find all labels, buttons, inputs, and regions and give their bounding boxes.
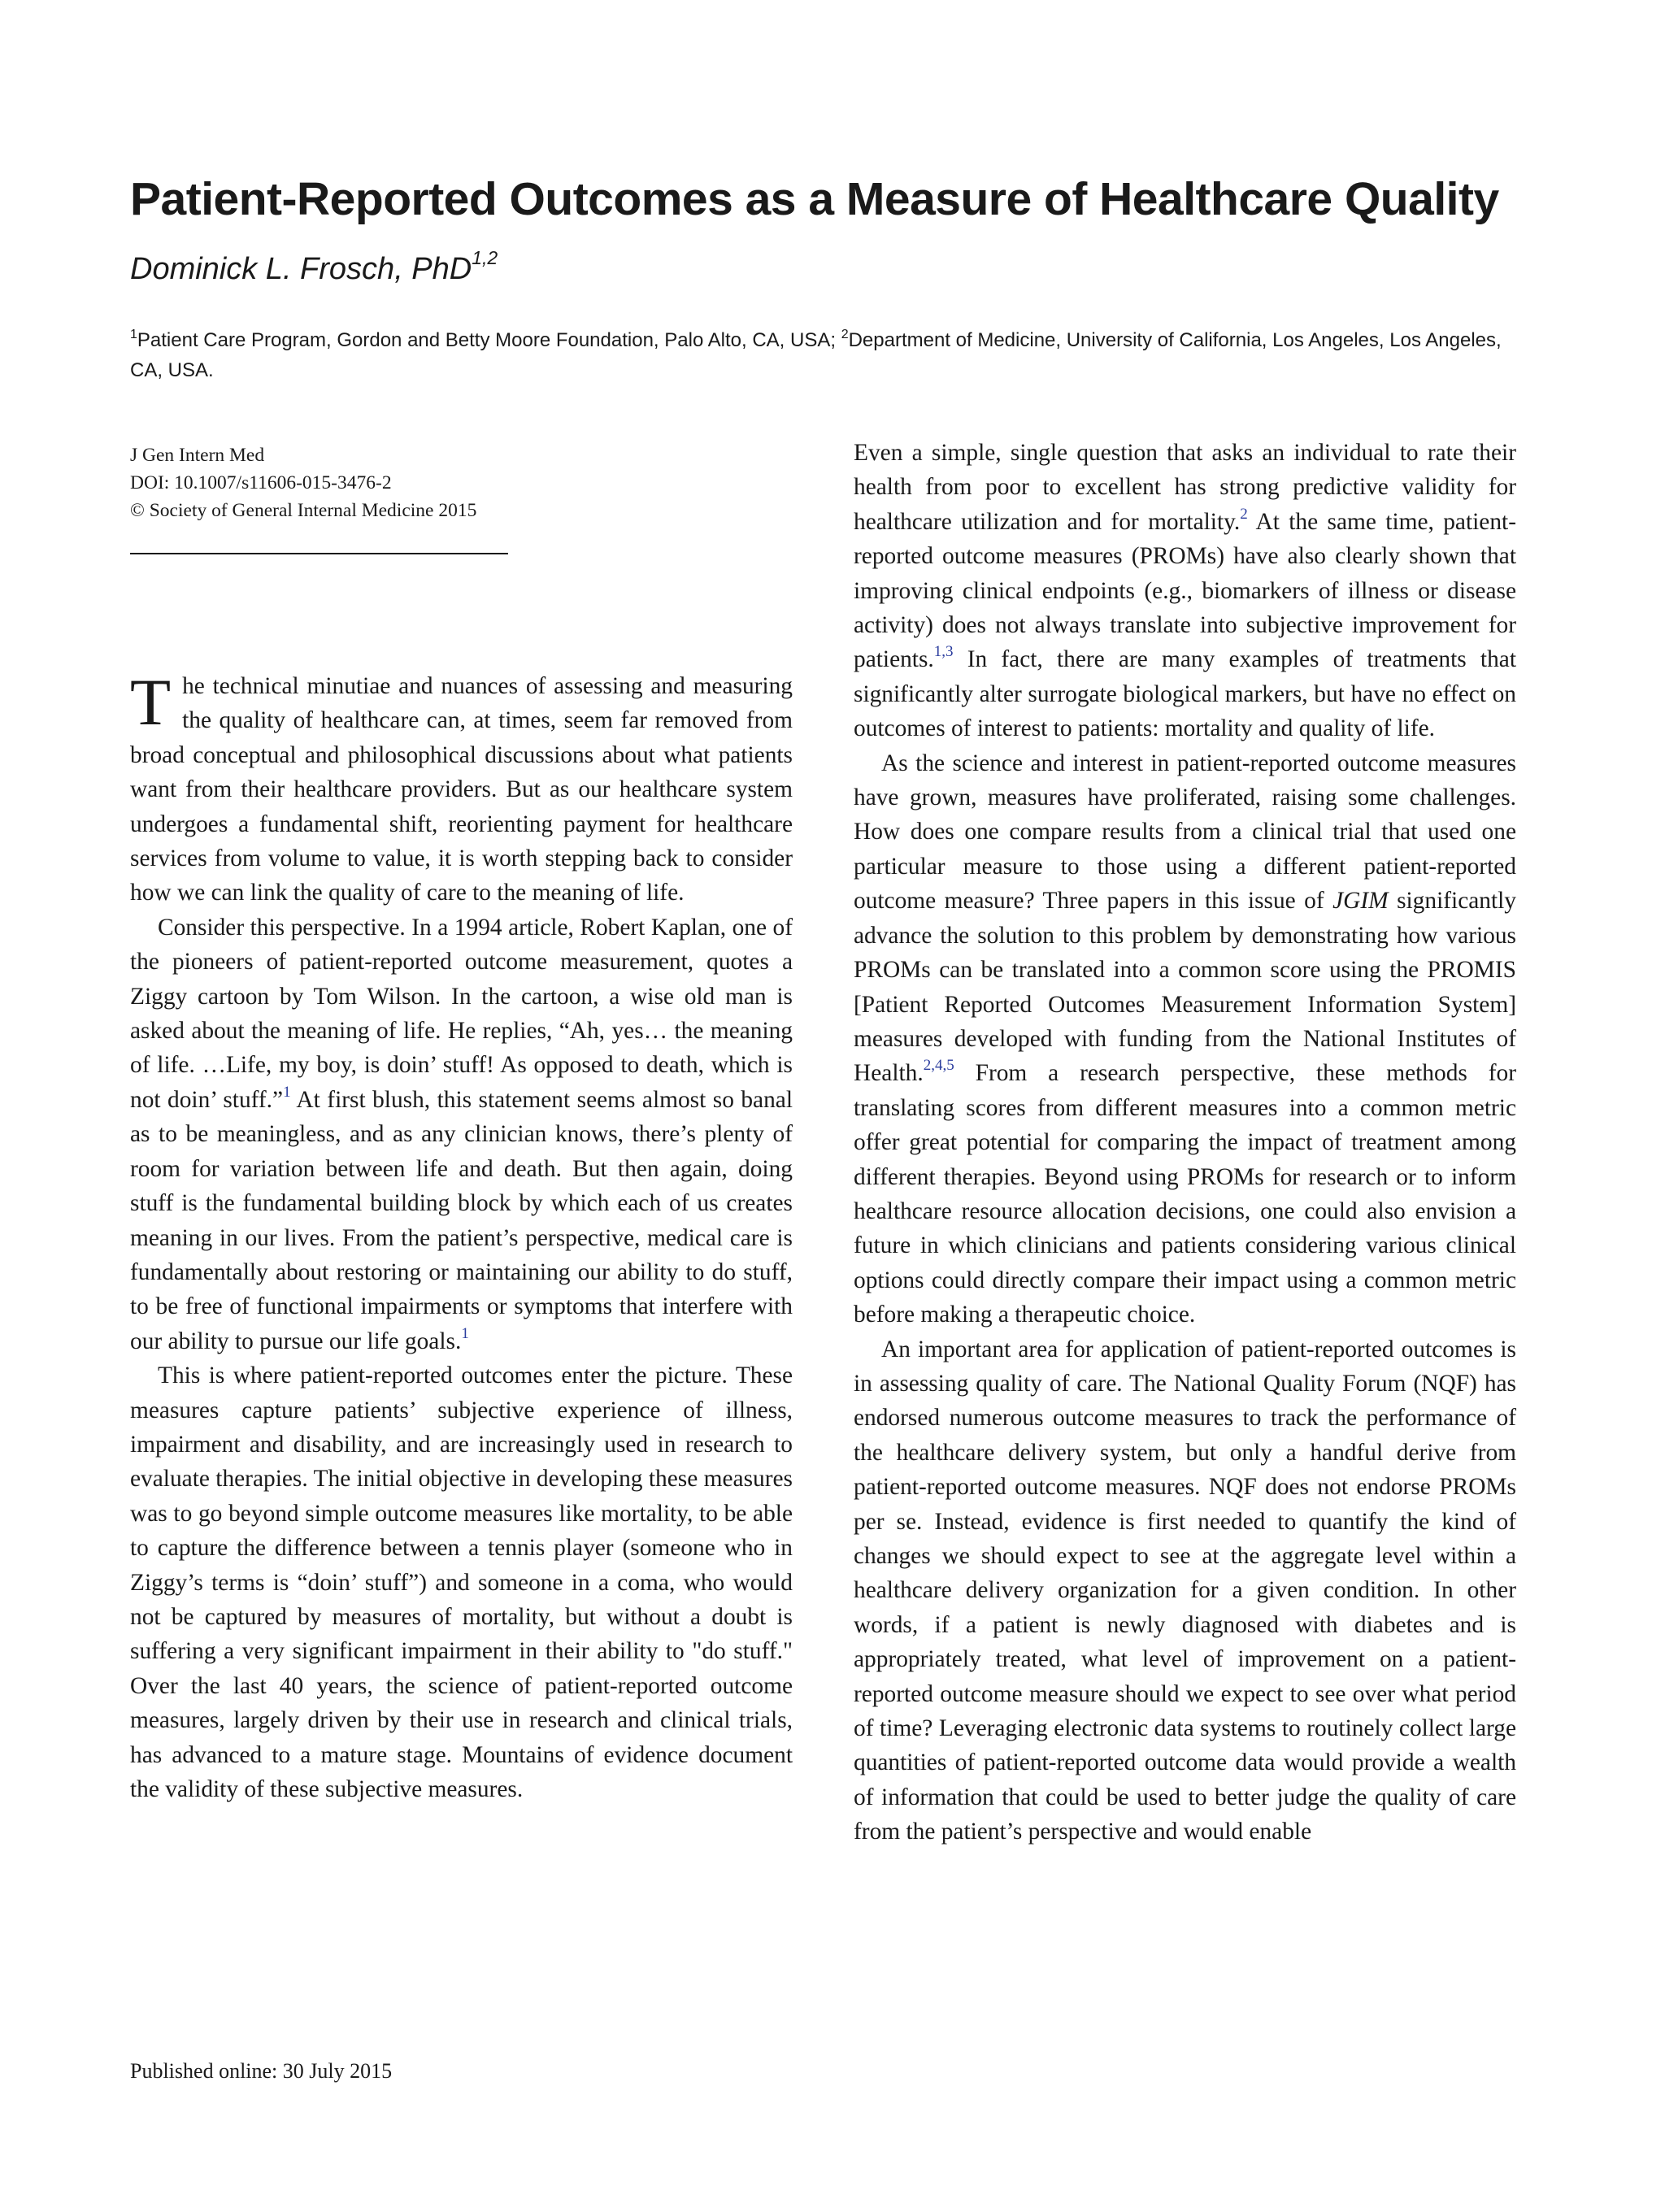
left-column — [130, 665, 793, 1806]
reference-link[interactable]: 1,3 — [933, 643, 954, 661]
reference-link[interactable]: 1 — [283, 1083, 291, 1101]
paragraph-text: significantly advance the solution to this problem by demonstrating how various PROMs can be translated into a common score using the PROMIS [Patient Reported Outcomes Measurement Information System] measures developed with funding from the National Institutes of Health. — [854, 888, 1517, 1087]
paragraph: This is where patient-reported outcomes enter the picture. These measures capture patients’ subjective experience of illness, impairment and disability, and are increasingly used in research to evaluate therapies. The initial objective in developing these measures was to go beyond simple outcome measures like mortality, to be able to capture the difference between a tennis player (someone who in Ziggy’s terms is “doin’ stuff”) and someone in a coma, who would not be captured by measures of mortality, but without a doubt is suffering a very significant impairment in their ability to "do stuff." Over the last 40 years, the science of patient-reported outcome measures, largely driven by their use in research and clinical trials, has advanced to a mature stage. Mountains of evidence document the validity of these subjective measures. — [130, 1362, 793, 1802]
meta-divider — [130, 553, 508, 554]
reference-link[interactable]: 2 — [1240, 505, 1248, 523]
paragraph-text: As the science and interest in patient-reported outcome measures have grown, measures have proliferated, raising some challenges. How does one compare results from a clinical trial that used one particular measure to those using a different patient-reported outcome measure? Three papers in this issue of — [854, 750, 1516, 915]
reference-link[interactable]: 1 — [461, 1324, 469, 1342]
affiliation-mark-1: 1 — [130, 328, 137, 341]
affiliation-1: Patient Care Program, Gordon and Betty Moore Foundation, Palo Alto, CA, USA; — [137, 329, 841, 351]
author-line — [130, 249, 498, 289]
affiliation-mark-2: 2 — [841, 328, 849, 341]
paragraph-text: In fact, there are many examples of treatments that significantly alter surrogate biological markers, but have no effect on outcomes of interest to patients: mortality and quality of life. — [854, 646, 1516, 742]
author-name: Dominick L. Frosch, PhD — [130, 252, 472, 286]
paragraph — [854, 436, 1516, 746]
paragraph-text: Consider this perspective. In a 1994 article, Robert Kaplan, one of the pioneers of patient-reported outcome measurement, quotes a Ziggy cartoon by Tom Wilson. In the cartoon, a wise old man is asked about the meaning of life. He replies, “Ah, yes… the meaning of life. …Life, my boy, is doin’ stuff! As opposed to death, which is not doin’ stuff.” — [130, 914, 793, 1113]
published-date: Published online: 30 July 2015 — [130, 2059, 393, 2083]
paragraph — [130, 910, 793, 1358]
paragraph — [130, 665, 793, 910]
paragraph-text: Even a simple, single question that asks an individual to rate their health from poor to excellent has strong predictive validity for healthcare utilization and for mortality. — [854, 440, 1516, 535]
paragraph: An important area for application of patient-reported outcomes is in assessing quality of care. The National Quality Forum (NQF) has endorsed numerous outcome measures to track the performance of the healthcare delivery system, but only a handful derive from patient-reported outcome measures. NQF does not endorse PROMs per se. Instead, evidence is first needed to quantify the kind of changes we should expect to see at the aggregate level within a healthcare delivery organization for a given condition. In other words, if a patient is newly diagnosed with diabetes and is appropriately treated, what level of improvement on a patient-reported outcome measure should we expect to see over what period of time? Leveraging electronic data systems to routinely collect large quantities of patient-reported outcome data would provide a wealth of information that could be used to better judge the quality of care from the patient’s perspective and would enable — [854, 1336, 1516, 1845]
paragraph — [854, 746, 1516, 1332]
article-title: Patient-Reported Outcomes as a Measure of Healthcare Quality — [130, 173, 1499, 225]
paragraph-text: From a research perspective, these methods for translating scores from different measures into a common metric offer great potential for comparing the impact of treatment among different therapies. Beyond using PROMs for research or to inform healthcare resource allocation decisions, one could also envision a future in which clinicians and patients considering various clinical options could directly compare their impact using a common metric before making a therapeutic choice. — [854, 1060, 1516, 1328]
affiliations — [130, 325, 1528, 385]
author-affiliation-marks: 1,2 — [472, 247, 498, 268]
drop-cap: T — [130, 665, 172, 739]
affiliation-2: Department of Medicine, University of California, Los Angeles, Los Angeles, CA, USA. — [130, 329, 1502, 381]
journal-abbrev: JGIM — [1332, 888, 1389, 915]
copyright: © Society of General Internal Medicine 2015 — [130, 500, 477, 521]
paragraph-text: he technical minutiae and nuances of assessing and measuring the quality of healthcare can, at times, seem far removed from broad conceptual and philosophical discussions about what patients want from their healthcare providers. But as our healthcare system undergoes a fundamental shift, reorienting payment for healthcare services from volume to value, it is worth stepping back to consider how we can link the quality of care to the meaning of life. — [130, 673, 793, 906]
article-meta — [130, 441, 476, 524]
right-column — [854, 436, 1516, 1849]
reference-link[interactable]: 2,4,5 — [923, 1057, 954, 1075]
journal-name: J Gen Intern Med — [130, 445, 265, 466]
paragraph-text: At the same time, patient-reported outcome measures (PROMs) have also clearly shown that improving clinical endpoints (e.g., biomarkers of illness or disease activity) does not always translate into subjective improvement for patients. — [854, 508, 1517, 673]
paragraph-text: At first blush, this statement seems almost so banal as to be meaningless, and as any clinician knows, there’s plenty of room for variation between life and death. But then again, doing stuff is the fundamental building block by which each of us creates meaning in our lives. From the patient’s perspective, medical care is fundamentally about restoring or maintaining our ability to do stuff, to be free of functional impairments or symptoms that interfere with our ability to pursue our life goals. — [130, 1086, 793, 1354]
doi: DOI: 10.1007/s11606-015-3476-2 — [130, 472, 392, 493]
